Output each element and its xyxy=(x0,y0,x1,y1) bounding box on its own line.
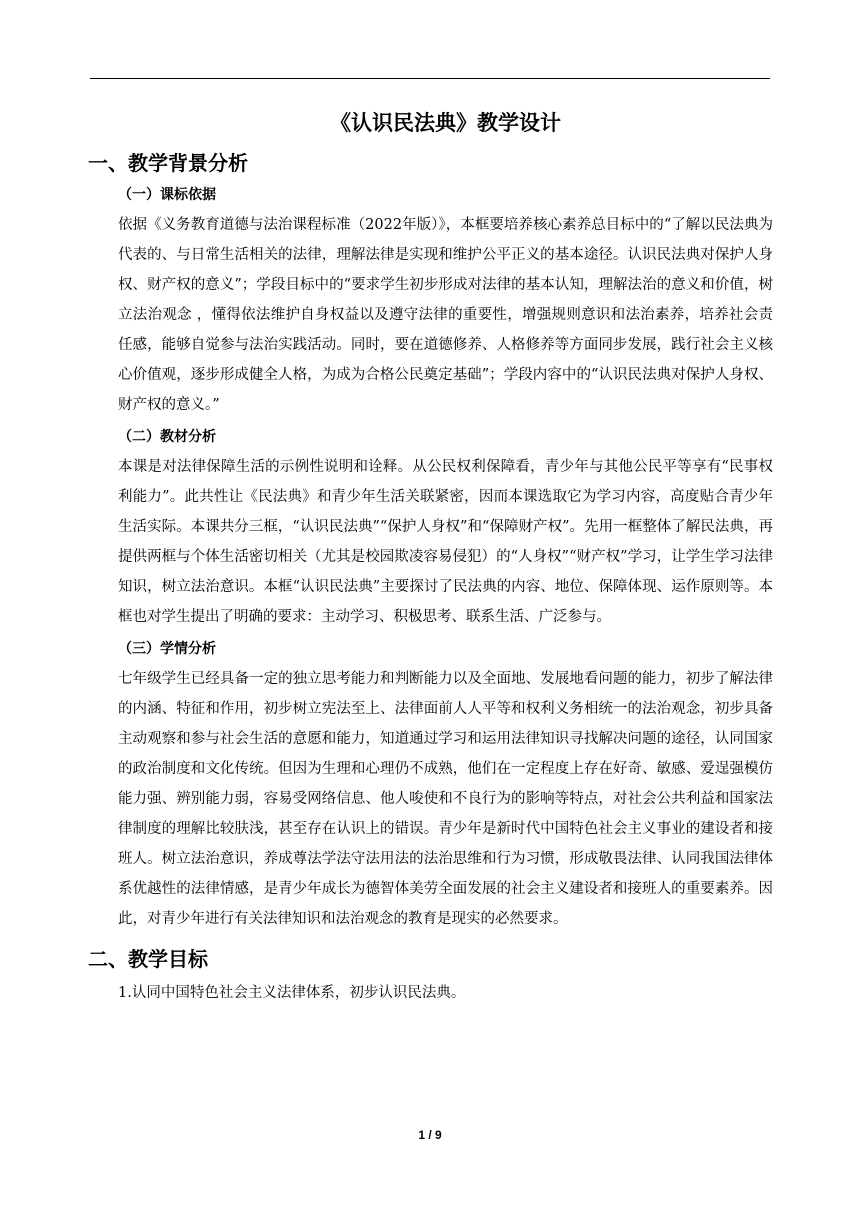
section-heading-objectives: 二、教学目标 xyxy=(88,947,208,971)
paragraph-curriculum xyxy=(118,210,773,420)
section-heading-background: 一、教学背景分析 xyxy=(88,151,248,175)
header-rule xyxy=(90,78,770,79)
paragraph-curriculum-text: 依据《义务教育道德与法治课程标准（2022年版）》，本框要培养核心素养总目标中的“了解以民法典为代表的、与日常生活相关的法律，理解法律是实现和维护公平正义的基本途径。认识民法典对保护人身权、财产权的意义”；学段目标中的“要求学生初步形成对法律的基本认知，理解法治的意义和价值，树立法治观念 ，懂得依法维护自身权益以及遵守法律的重要性，增强规则意识和法治素养，培养社会责任感，能够自觉参与法治实践活动。同时，要在道德修养、人格修养等方面同步发展，践行社会主义核心价值观，逐步形成健全人格，为成为合格公民奠定基础”；学段内容中的“认识民法典对保护人身权、财产权的意义。” xyxy=(118,217,773,413)
subsection-heading-students: （三）学情分析 xyxy=(118,641,216,657)
paragraph-textbook-text: 本课是对法律保障生活的示例性说明和诠释。从公民权利保障看，青少年与其他公民平等享有“民事权利能力”。此共性让《民法典》和青少年生活关联紧密，因而本课选取它为学习内容，高度贴合青少年生活实际。本课共分三框，“认识民法典”“保护人身权”和“保障财产权”。先用一框整体了解民法典，再提供两框与个体生活密切相关（尤其是校园欺凌容易侵犯）的“人身权”“财产权”学习，让学生学习法律知识，树立法治意识。本框“认识民法典”主要探讨了民法典的内容、地位、保障体现、运作原则等。本框也对学生提出了明确的要求：主动学习、积极思考、联系生活、广泛参与。 xyxy=(118,459,773,625)
subsection-heading-textbook: （二）教材分析 xyxy=(118,429,216,445)
page-title: 《认识民法典》教学设计 xyxy=(330,111,561,135)
list-item: 1.认同中国特色社会主义法律体系，初步认识民法典。 xyxy=(118,985,466,1001)
paragraph-students xyxy=(118,664,773,934)
paragraph-students-text: 七年级学生已经具备一定的独立思考能力和判断能力以及全面地、发展地看问题的能力，初步了解法律的内涵、特征和作用，初步树立宪法至上、法律面前人人平等和权利义务相统一的法治观念，初步具备主动观察和参与社会生活的意愿和能力，知道通过学习和运用法律知识寻找解决问题的途径，认同国家的政治制度和文化传统。但因为生理和心理仍不成熟，他们在一定程度上存在好奇、敏感、爱逞强模仿能力强、辨别能力弱，容易受网络信息、他人唆使和不良行为的影响等特点，对社会公共利益和国家法律制度的理解比较肤浅，甚至存在认识上的错误。青少年是新时代中国特色社会主义事业的建设者和接班人。树立法治意识，养成尊法学法守法用法的法治思维和行为习惯，形成敬畏法律、认同我国法律体系优越性的法律情感，是青少年成长为德智体美劳全面发展的社会主义建设者和接班人的重要素养。因此，对青少年进行有关法律知识和法治观念的教育是现实的必然要求。 xyxy=(118,671,773,927)
paragraph-textbook xyxy=(118,452,773,632)
page-number: 1 / 9 xyxy=(418,1128,442,1142)
document-body xyxy=(88,108,773,1006)
subsection-heading-curriculum: （一）课标依据 xyxy=(118,187,216,203)
